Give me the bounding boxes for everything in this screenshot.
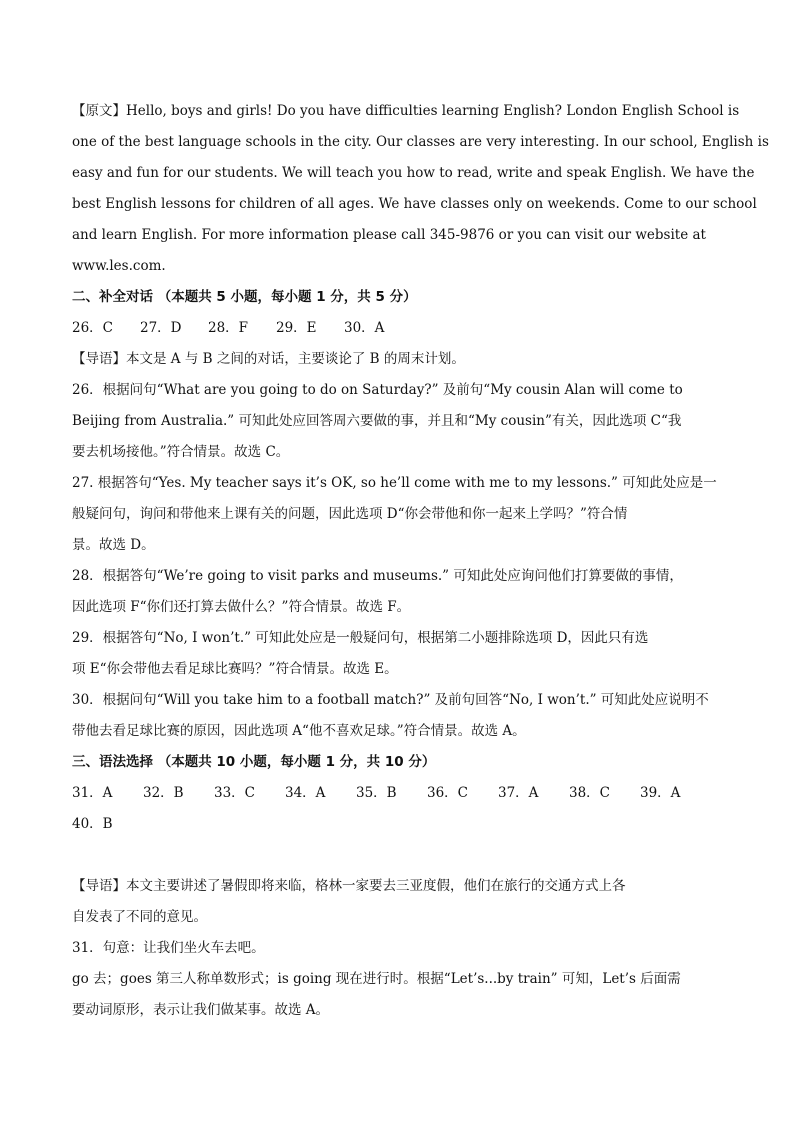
passage-line: and learn English. For more information please call 345-9876 or you can visit our website at bbox=[72, 227, 706, 243]
passage-text bbox=[72, 96, 769, 282]
explanation-line: 31．句意：让我们坐火车去吧。 bbox=[72, 940, 265, 956]
answer-item: 28．F bbox=[208, 320, 249, 336]
explanation-line: Beijing from Australia.” 可知此处应回答周六要做的事，并且和“My cousin”有关，因此选项 C“我 bbox=[72, 413, 682, 429]
answer-item: 40．B bbox=[72, 816, 113, 832]
blank-line bbox=[72, 840, 722, 871]
grammar-explanations bbox=[72, 871, 722, 1026]
section-heading-dialogue: 二、补全对话 （本题共 5 小题，每小题 1 分，共 5 分） bbox=[72, 289, 417, 305]
explanation-line: 因此选项 F“你们还打算去做什么？”符合情景。故选 F。 bbox=[72, 599, 411, 615]
explanation-line: 景。故选 D。 bbox=[72, 537, 155, 553]
answer-item: 35．B bbox=[356, 785, 397, 801]
passage-line: 【原文】Hello, boys and girls! Do you have difficulties learning English? London English School is bbox=[72, 103, 740, 119]
explanation-line: 27. 根据答句“Yes. My teacher says it’s OK, so he’ll come with me to my lessons.” 可知此处应是一 bbox=[72, 475, 717, 491]
answer-item: 31．A bbox=[72, 785, 113, 801]
answer-item: 27．D bbox=[140, 320, 182, 336]
passage-line: best English lessons for children of all ages. We have classes only on weekends. Come to our school bbox=[72, 196, 757, 212]
explanation-line: 【导语】本文主要讲述了暑假即将来临，格林一家要去三亚度假，他们在旅行的交通方式上各 bbox=[72, 878, 626, 894]
answer-item: 39．A bbox=[640, 785, 681, 801]
explanation-line: 26．根据问句“What are you going to do on Saturday?” 及前句“My cousin Alan will come to bbox=[72, 382, 683, 398]
answer-item: 37．A bbox=[498, 785, 539, 801]
explanation-line: 【导语】本文是 A 与 B 之间的对话，主要谈论了 B 的周末计划。 bbox=[72, 351, 465, 367]
explanation-line: 般疑问句，询问和带他来上课有关的问题，因此选项 D“你会带他和你一起来上学吗？”符合情 bbox=[72, 506, 628, 522]
answer-key-row bbox=[72, 313, 722, 344]
passage-line: www.les.com. bbox=[72, 258, 166, 274]
answer-key-row bbox=[72, 809, 722, 840]
answer-key-row bbox=[72, 778, 722, 809]
answer-item: 32．B bbox=[143, 785, 184, 801]
answer-item: 26．C bbox=[72, 320, 114, 336]
document-page bbox=[72, 96, 769, 1026]
section-heading-grammar: 三、语法选择 （本题共 10 小题，每小题 1 分，共 10 分） bbox=[72, 754, 436, 770]
answer-item: 30．A bbox=[344, 320, 385, 336]
passage-line: easy and fun for our students. We will teach you how to read, write and speak English. We have the bbox=[72, 165, 755, 181]
explanation-line: 28．根据答句“We’re going to visit parks and museums.” 可知此处应询问他们打算要做的事情， bbox=[72, 568, 683, 584]
explanation-line: 要动词原形，表示让我们做某事。故选 A。 bbox=[72, 1002, 330, 1018]
explanation-line: 项 E“你会带他去看足球比赛吗？”符合情景。故选 E。 bbox=[72, 661, 398, 677]
answer-item: 36．C bbox=[427, 785, 469, 801]
explanation-line: 要去机场接他。”符合情景。故选 C。 bbox=[72, 444, 290, 460]
explanation-line: go 去；goes 第三人称单数形式；is going 现在进行时。根据“Let’s...by train” 可知，Let’s 后面需 bbox=[72, 971, 681, 987]
dialogue-explanations bbox=[72, 344, 722, 747]
answer-item: 38．C bbox=[569, 785, 611, 801]
answer-item: 34．A bbox=[285, 785, 326, 801]
passage-line: one of the best language schools in the city. Our classes are very interesting. In our school, English is bbox=[72, 134, 769, 150]
answer-item: 33．C bbox=[214, 785, 256, 801]
explanation-line: 30．根据问句“Will you take him to a football match?” 及前句回答“No, I won’t.” 可知此处应说明不 bbox=[72, 692, 709, 708]
explanation-line: 自发表了不同的意见。 bbox=[72, 909, 207, 925]
explanation-line: 29．根据答句“No, I won’t.” 可知此处应是一般疑问句，根据第二小题排除选项 D，因此只有选 bbox=[72, 630, 649, 646]
answer-item: 29．E bbox=[276, 320, 317, 336]
explanation-line: 带他去看足球比赛的原因，因此选项 A“他不喜欢足球。”符合情景。故选 A。 bbox=[72, 723, 526, 739]
